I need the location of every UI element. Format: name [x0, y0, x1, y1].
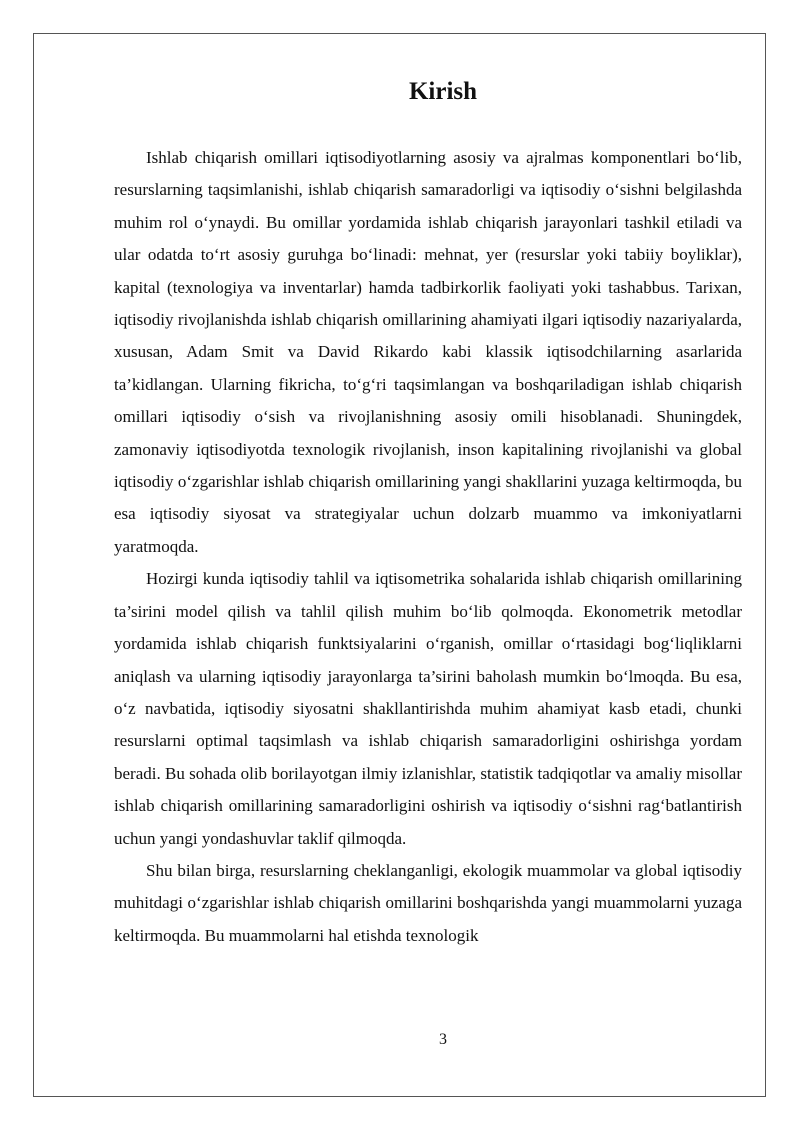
paragraph-1: Ishlab chiqarish omillari iqtisodiyotlarning asosiy va ajralmas komponentlari bo‘lib, resurslarning taqsimlanishi, ishlab chiqarish samaradorligi va iqtisodiy o‘sishni belgilashda muhim rol o‘ynaydi. Bu omillar yordamida ishlab chiqarish jarayonlari tashkil etiladi va ular odatda to‘rt asosiy guruhga bo‘linadi: mehnat, yer (resurslar yoki tabiiy boyliklar), kapital (texnologiya va inventarlar) hamda tadbirkorlik faoliyati yoki tashabbus. Tarixan, iqtisodiy rivojlanishda ishlab chiqarish omillarining ahamiyati ilgari iqtisodiy nazariyalarda, xususan, Adam Smit va David Rikardo kabi klassik iqtisodchilarning asarlarida ta’kidlangan. Ularning fikricha, to‘g‘ri taqsimlangan va boshqariladigan ishlab chiqarish omillari iqtisodiy o‘sish va rivojlanishning asosiy omili hisoblanadi. Shuningdek, zamonaviy iqtisodiyotda texnologik rivojlanish, inson kapitalining rivojlanishi va global iqtisodiy o‘zgarishlar ishlab chiqarish omillarining yangi shakllarini yuzaga keltirmoqda, bu esa iqtisodiy siyosat va strategiyalar uchun dolzarb muammo va imkoniyatlarni yaratmoqda. [114, 148, 742, 556]
paragraph-2: Hozirgi kunda iqtisodiy tahlil va iqtisometrika sohalarida ishlab chiqarish omillarining ta’sirini model qilish va tahlil qilish muhim bo‘lib qolmoqda. Ekonometrik metodlar yordamida ishlab chiqarish funktsiyalarini o‘rganish, omillar o‘rtasidagi bog‘liqliklarni aniqlash va ularning iqtisodiy jarayonlarga ta’sirini baholash mumkin bo‘lmoqda. Bu esa, o‘z navbatida, iqtisodiy siyosatni shakllantirishda muhim ahamiyat kasb etadi, chunki resurslarni optimal taqsimlash va ishlab chiqarish samaradorligini oshirishga yordam beradi. Bu sohada olib borilayotgan ilmiy izlanishlar, statistik tadqiqotlar va amaliy misollar ishlab chiqarish omillarining samaradorligini oshirish va iqtisodiy o‘sishni rag‘batlantirish uchun yangi yondashuvlar taklif qilmoqda. [114, 569, 742, 848]
document-body [114, 142, 742, 952]
page-number: 3 [439, 1031, 447, 1048]
page-title: Kirish [408, 78, 478, 105]
paragraph-3: Shu bilan birga, resurslarning cheklanganligi, ekologik muammolar va global iqtisodiy muhitdagi o‘zgarishlar ishlab chiqarish omillarini boshqarishda yangi muammolarni yuzaga keltirmoqda. Bu muammolarni hal etishda texnologik [114, 860, 742, 945]
